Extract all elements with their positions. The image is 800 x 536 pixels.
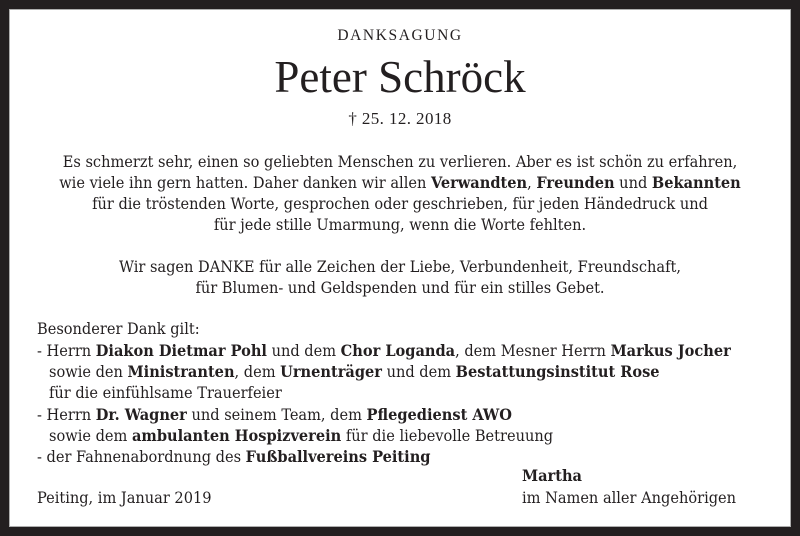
gratitude-paragraph-2 [10, 256, 790, 299]
t1-text-d: , dem Mesner Herrn [455, 340, 611, 360]
t2-text-d: und dem [381, 361, 456, 381]
paragraph-1-line-2 [10, 172, 790, 193]
t2-bold-urnentraeger: Urnenträger [280, 361, 382, 381]
t5-bold-hospizverein: ambulanten Hospizverein [131, 425, 342, 445]
thanks-item-1-cont [37, 361, 790, 382]
t2-text-a: sowie den [49, 361, 128, 381]
thanks-item-1 [37, 340, 790, 361]
thanks-item-2-cont [37, 425, 790, 446]
thanks-intro: Besonderer Dank gilt: [37, 319, 200, 339]
t4-bold-wagner: Dr. Wagner [95, 404, 187, 424]
p1l2-text-c: , [527, 172, 537, 192]
special-thanks-block [10, 318, 790, 467]
paragraph-1-line-1: Es schmerzt sehr, einen so geliebten Menschen zu verlieren. Aber es ist schön zu erfahren, [62, 151, 738, 171]
gratitude-paragraph-1 [10, 151, 790, 236]
t2-text-c: , dem [234, 361, 281, 381]
p1l2-text-d: und [614, 172, 652, 192]
t5-text-a: sowie dem [49, 425, 132, 445]
t1-bold-chor: Chor Loganda [340, 340, 456, 360]
place-and-date: Peiting, im Januar 2019 [37, 487, 212, 507]
t1-text-a: - Herrn [37, 340, 96, 360]
t1-text-c: und dem [266, 340, 341, 360]
t4-bold-pflegedienst: Pflegedienst AWO [366, 404, 512, 424]
t4-text-c: und seinem Team, dem [186, 404, 367, 424]
deceased-name: Peter Schröck [274, 52, 526, 102]
t6-bold-fussballverein: Fußballvereins Peiting [245, 447, 431, 467]
t4-text-a: - Herrn [37, 404, 96, 424]
p1l2-bold-bekannten: Bekannten [651, 172, 741, 192]
thanks-item-3 [37, 446, 790, 467]
t5-text-c: für die liebevolle Betreuung [341, 425, 554, 445]
signer-name: Martha [522, 466, 582, 486]
notice-kicker: DANKSAGUNG [337, 27, 463, 44]
death-date: † 25. 12. 2018 [348, 108, 452, 128]
t2-bold-ministranten: Ministranten [127, 361, 235, 381]
p1l2-text-a: wie viele ihn gern hatten. Daher danken wir allen [59, 172, 431, 192]
t1-bold-diakon: Diakon Dietmar Pohl [95, 340, 267, 360]
p1l2-bold-verwandten: Verwandten [431, 172, 528, 192]
t2-bold-bestattungsinstitut: Bestattungsinstitut Rose [455, 361, 660, 381]
signature-block [522, 465, 736, 508]
t1-bold-mesner: Markus Jocher [610, 340, 731, 360]
paragraph-2-line-1: Wir sagen DANKE für alle Zeichen der Liebe, Verbundenheit, Freundschaft, [119, 256, 681, 276]
thanks-item-1-cont-2: für die einfühlsame Trauerfeier [49, 383, 282, 403]
paragraph-1-line-3: für die tröstenden Worte, gesprochen oder geschrieben, für jeden Händedruck und [92, 194, 708, 214]
thanks-item-2 [37, 404, 790, 425]
paragraph-2-line-2: für Blumen- und Geldspenden und für ein stilles Gebet. [195, 278, 605, 298]
paragraph-1-line-4: für jede stille Umarmung, wenn die Worte fehlten. [213, 215, 587, 235]
notice-footer [10, 465, 790, 508]
notice-content [10, 10, 790, 526]
signer-role: im Namen aller Angehörigen [522, 487, 737, 507]
p1l2-bold-freunden: Freunden [536, 172, 615, 192]
t6-text-a: - der Fahnenabordnung des [37, 447, 246, 467]
